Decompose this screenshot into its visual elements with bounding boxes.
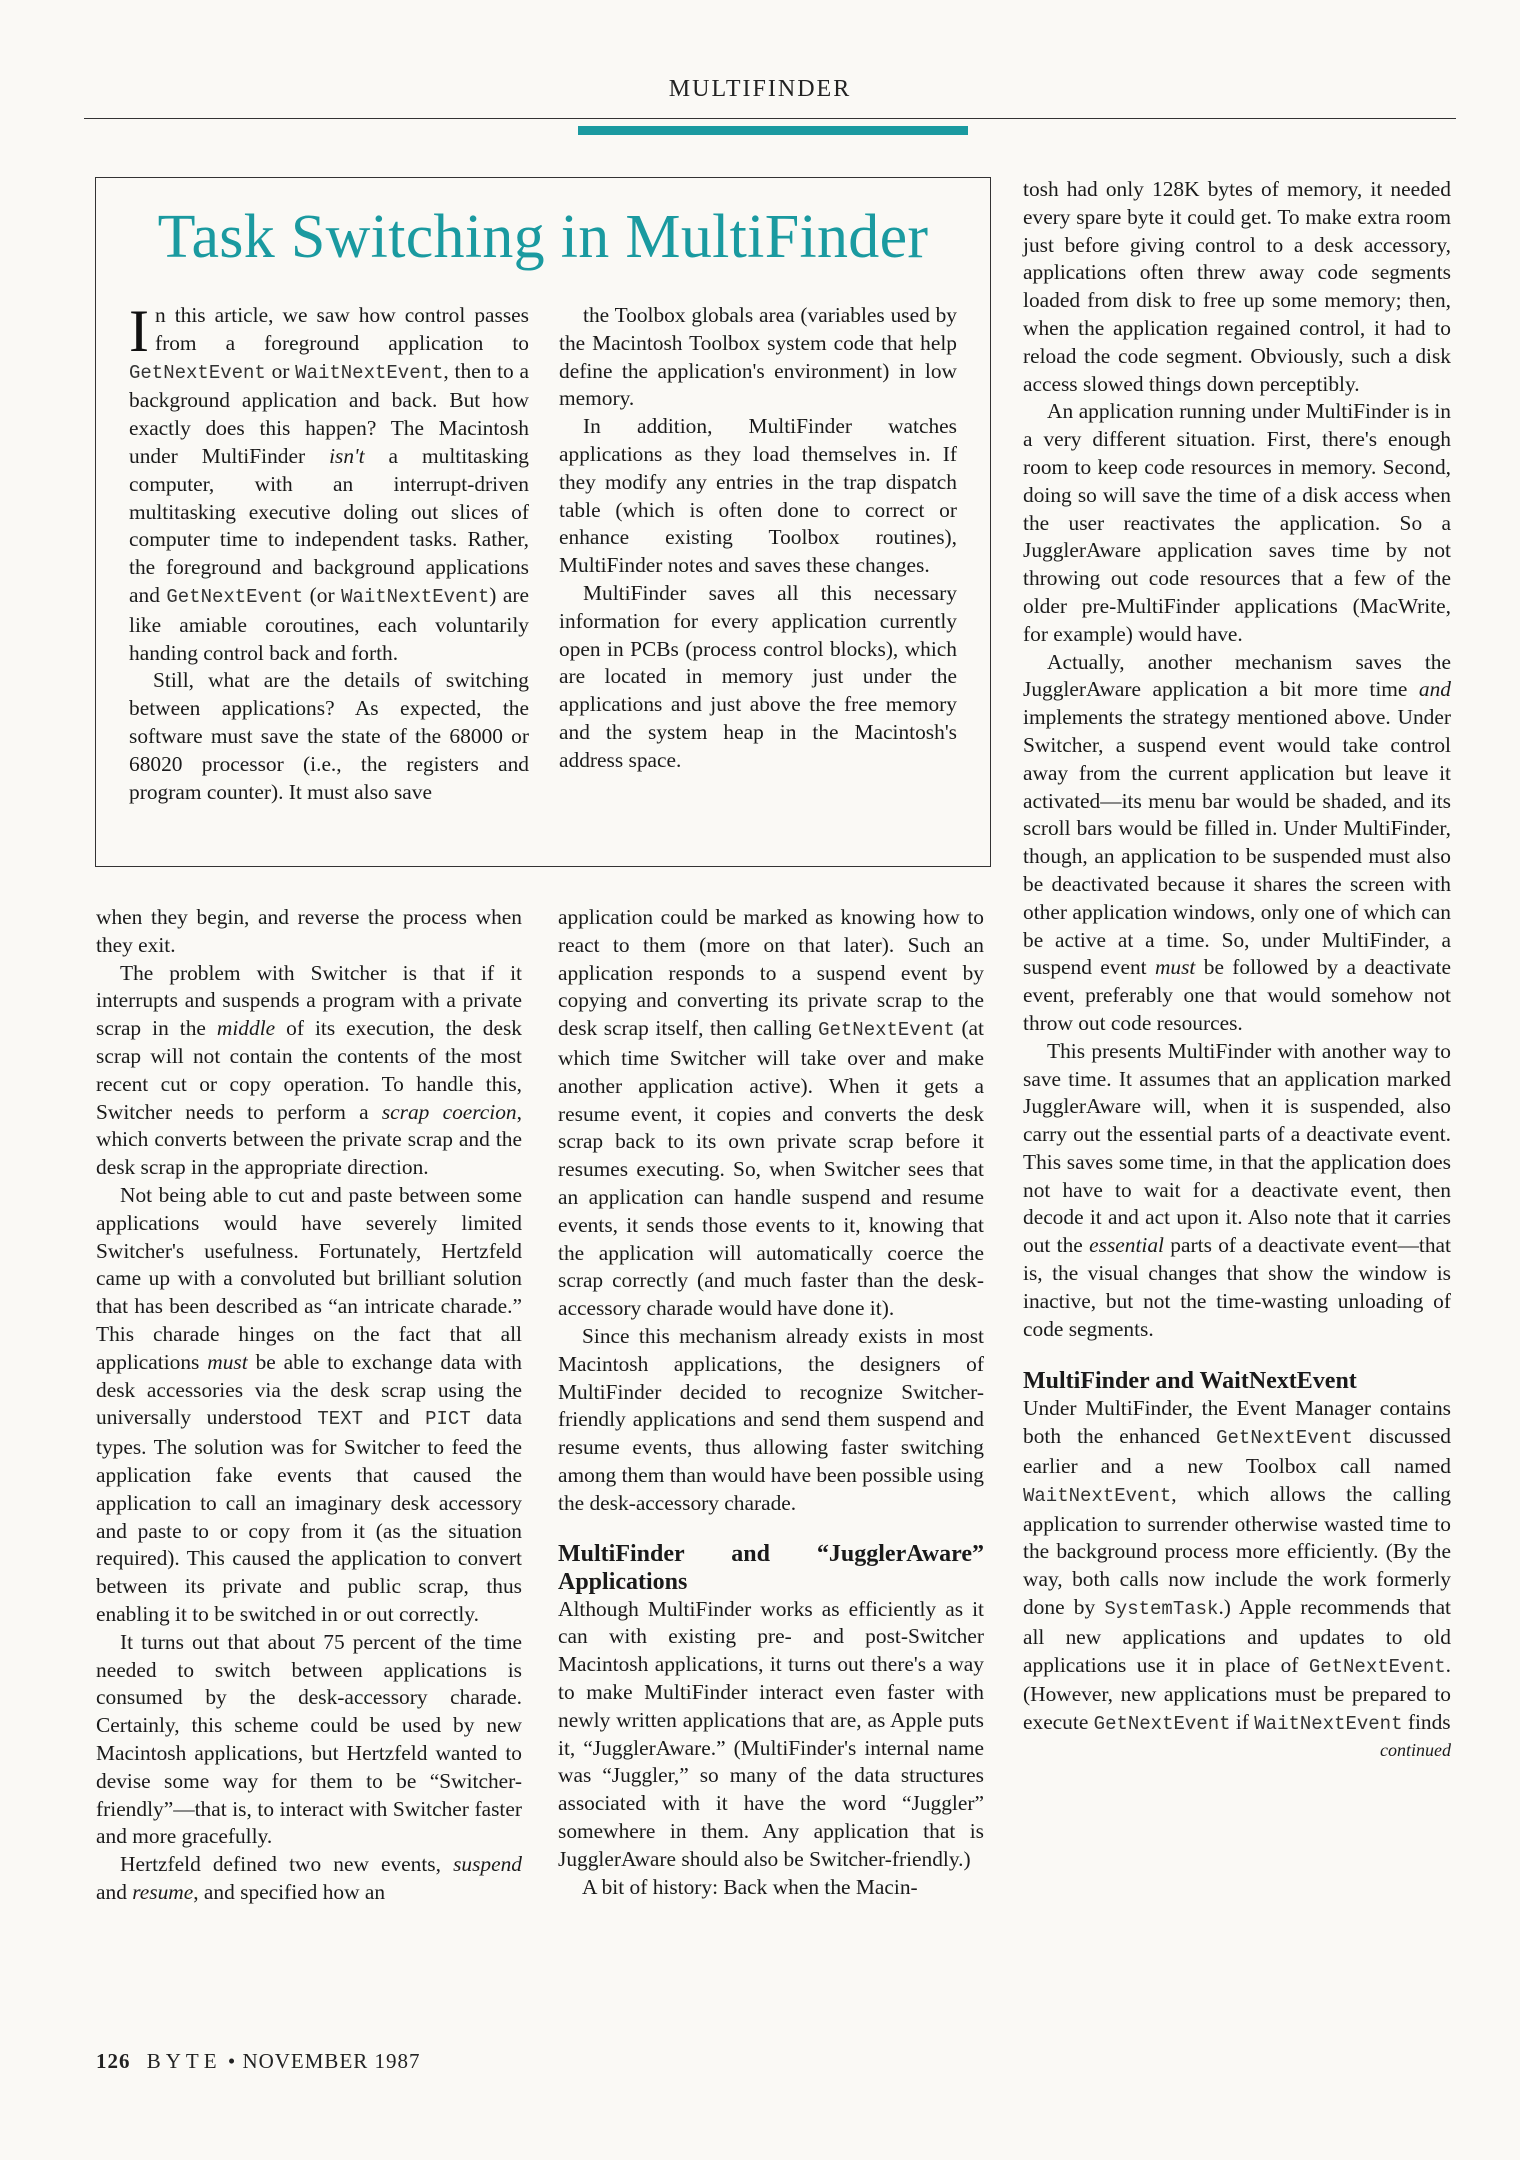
code-term: GetNextEvent (818, 1019, 955, 1042)
issue-date: NOVEMBER 1987 (242, 2049, 421, 2073)
page-footer (96, 2049, 421, 2074)
footer-separator: • (227, 2049, 237, 2073)
magazine-name: BYTE (146, 2049, 222, 2073)
emphasis: must (1154, 955, 1196, 980)
sidebar-column-right (559, 302, 957, 775)
code-term: SystemTask (1104, 1598, 1219, 1621)
code-term: PICT (425, 1408, 471, 1431)
subheading-waitnextevent: MultiFinder and WaitNextEvent (1023, 1368, 1357, 1395)
sidebar-column-left (129, 298, 529, 806)
paragraph: tosh had only 128K bytes of memory, it needed every spare byte it could get. To make extra room just before giving control to a desk accessory, applications often threw away code segments loaded from disk to free up some memory; then, when the application regained control, it had to reload the code segment. Obviously, such a disk access slowed things down perceptibly. (1023, 177, 1451, 396)
paragraph: Under MultiFinder, the Event Manager contains both the enhanced GetNextEvent discussed earlier and a new Toolbox call named WaitNextEvent, which allows the calling application to surrender otherwise wasted time to the background process more efficiently. (By the way, both calls now include the work formerly done by SystemTask.) Apple recommends that all new applications and updates to old applications use it in place of GetNextEvent. (However, new applications must be prepared to execute GetNextEvent if WaitNextEvent finds (1023, 1396, 1452, 1736)
sidebar-left-paragraphs (129, 298, 529, 806)
emphasis: scrap coercion (381, 1099, 517, 1124)
emphasis: and (1418, 677, 1451, 702)
article-column-1 (96, 904, 522, 1907)
sidebar-title: Task Switching in MultiFinder (157, 203, 929, 271)
code-term: GetNextEvent (129, 361, 266, 384)
emphasis: suspend (453, 1852, 522, 1877)
paragraph: Not being able to cut and paste between some applications would have severely limited Switcher's usefulness. Fortunately, Hertzfeld came up with a convoluted but brilliant solution that has been described as “an intricate charade.” This charade hinges on the fact that all applications must be able to exchange data with desk accessories via the desk scrap using the universally understood TEXT and PICT data types. The solution was for Switcher to feed the application fake events that caused the application to call an imaginary desk accessory and paste to or copy from it (as the situation required). This caused the application to convert between its private and public scrap, thus enabling it to be switched in or out correctly. (96, 1182, 522, 1626)
paragraph: In addition, MultiFinder watches applications as they load themselves in. If they modify any entries in the trap dispatch table (which is often done to correct or enhance existing Toolbox routines), MultiFinder notes and saves these changes. (559, 414, 957, 578)
paragraph: An application running under MultiFinder is in a very different situation. First, there's enough room to keep code resources in memory. Second, doing so will save the time of a disk access when the user reactivates the application. So a JugglerAware application saves time by not throwing out code resources that a few of the older pre-MultiFinder applications (MacWrite, for example) would have. (1023, 399, 1451, 646)
paragraph: application could be marked as knowing how to react to them (more on that later). Such an application responds to a suspend event by copying and converting its private scrap to the desk scrap itself, then calling GetNextEvent (at which time Switcher will take over and make another application active). When it gets a resume event, it copies and converts the desk scrap back to its own private scrap before it resumes executing. So, when Switcher sees that an application can handle suspend and resume events, it sends those events to it, knowing that the application will automatically coerce the scrap correctly (and much faster than the desk-accessory charade would have done it). (558, 905, 984, 1321)
paragraph: MultiFinder saves all this necessary information for every application currently open in PCBs (process control blocks), which are located in memory just under the applications and just above the free memory and the system heap in the Macintosh's address space. (559, 580, 957, 772)
code-term: WaitNextEvent (1023, 1484, 1172, 1507)
code-term: WaitNextEvent (295, 361, 444, 384)
emphasis: essential (1089, 1233, 1164, 1258)
emphasis: isn't (329, 443, 365, 468)
paragraph: Although MultiFinder works as efficiently as it can with existing pre- and post-Switcher Macintosh applications, it turns out there's a way to make MultiFinder interact even faster with newly written applications that are, as Apple puts it, “JugglerAware.” (MultiFinder's internal name was “Juggler,” so many of the data structures associated with it have the word “Juggler” somewhere in them. Any application that is JugglerAware should also be Switcher-friendly.) (558, 1596, 984, 1871)
column-2-after-paragraphs (558, 1596, 984, 1902)
paragraph: Hertzfeld defined two new events, suspend and resume, and specified how an (96, 1852, 522, 1904)
drop-cap: I (129, 298, 149, 364)
emphasis: middle (216, 1016, 276, 1041)
accent-bar (578, 126, 968, 135)
paragraph: the Toolbox globals area (variables used by the Macintosh Toolbox system code that help define the application's environment) in low memory. (559, 303, 957, 411)
paragraph: Actually, another mechanism saves the JugglerAware application a bit more time and implements the strategy mentioned above. Under Switcher, a suspend event would take control away from the current application but leave it activated—its menu bar would be shaded, and its scroll bars would be filled in. Under MultiFinder, though, an application to be suspended must also be deactivated because it shares the screen with other application windows, only one of which can be active at a time. So, under MultiFinder, a suspend event must be followed by a deactivate event, preferably one that would somehow not throw out code resources. (1023, 649, 1451, 1035)
paragraph: This presents MultiFinder with another way to save time. It assumes that an application marked JugglerAware will, when it is suspended, also carry out the essential parts of a deactivate event. This saves some time, in that the application does not have to wait for a deactivate event, then decode it and act upon it. Also note that it carries out the essential parts of a deactivate event—that is, the visual changes that show the window is inactive, but not the time-wasting unloading of code segments. (1023, 1038, 1451, 1341)
paragraph: n this article, we saw how control passes from a foreground application to GetNextEvent or WaitNextEvent, then to a background application and back. But how exactly does this happen? The Macintosh under MultiFinder isn't a multitasking computer, with an interrupt-driven multitasking executive doling out slices of computer time to independent tasks. Rather, the foreground and background applications and GetNextEvent (or WaitNextEvent) are like amiable coroutines, each voluntarily handing control back and forth. (129, 303, 529, 665)
paragraph: It turns out that about 75 percent of the time needed to switch between applications is consumed by the desk-accessory charade. Certainly, this scheme could be used by new Macintosh applications, but Hertzfeld wanted to devise some way for them to be “Switcher-friendly”—that is, to interact with Switcher faster and more gracefully. (96, 1629, 522, 1849)
paragraph: Since this mechanism already exists in most Macintosh applications, the designers of MultiFinder decided to recognize Switcher-friendly applications and send them suspend and resume events, thus allowing faster switching among them than would have been possible using the desk-accessory charade. (558, 1323, 984, 1515)
code-term: TEXT (317, 1408, 363, 1431)
continued-label: continued (1380, 1740, 1451, 1761)
emphasis: resume (132, 1879, 194, 1904)
code-term: GetNextEvent (1093, 1713, 1231, 1736)
header-rule (84, 118, 1456, 119)
code-term: GetNextEvent (1308, 1655, 1446, 1678)
column-2-paragraphs (558, 904, 984, 1518)
article-column-3 (1023, 176, 1451, 1761)
paragraph: The problem with Switcher is that if it interrupts and suspends a program with a private scrap in the middle of its execution, the desk scrap will not contain the contents of the most recent cut or copy operation. To handle this, Switcher needs to perform a scrap coercion, which converts between the private scrap and the desk scrap in the appropriate direction. (96, 960, 522, 1180)
code-term: GetNextEvent (166, 585, 304, 608)
paragraph: Still, what are the details of switching between applications? As expected, the software must save the state of the 68000 or 68020 processor (i.e., the registers and program counter). It must also save (129, 668, 529, 804)
column-3-paragraphs (1023, 176, 1451, 1343)
code-term: GetNextEvent (1216, 1427, 1353, 1450)
section-header: MULTIFINDER (668, 76, 852, 102)
subheading-juggleraware: MultiFinder and “JugglerAware” Applications (558, 1540, 984, 1595)
paragraph: A bit of history: Back when the Macin- (582, 1874, 918, 1899)
paragraph: when they begin, and reverse the process when they exit. (96, 905, 522, 957)
code-term: WaitNextEvent (341, 585, 490, 608)
emphasis: must (207, 1349, 248, 1374)
code-term: WaitNextEvent (1254, 1713, 1403, 1736)
column-3-after-paragraphs (1023, 1395, 1451, 1739)
page-number: 126 (96, 2049, 131, 2073)
article-column-2 (558, 904, 984, 1901)
sidebar-box (95, 177, 991, 867)
